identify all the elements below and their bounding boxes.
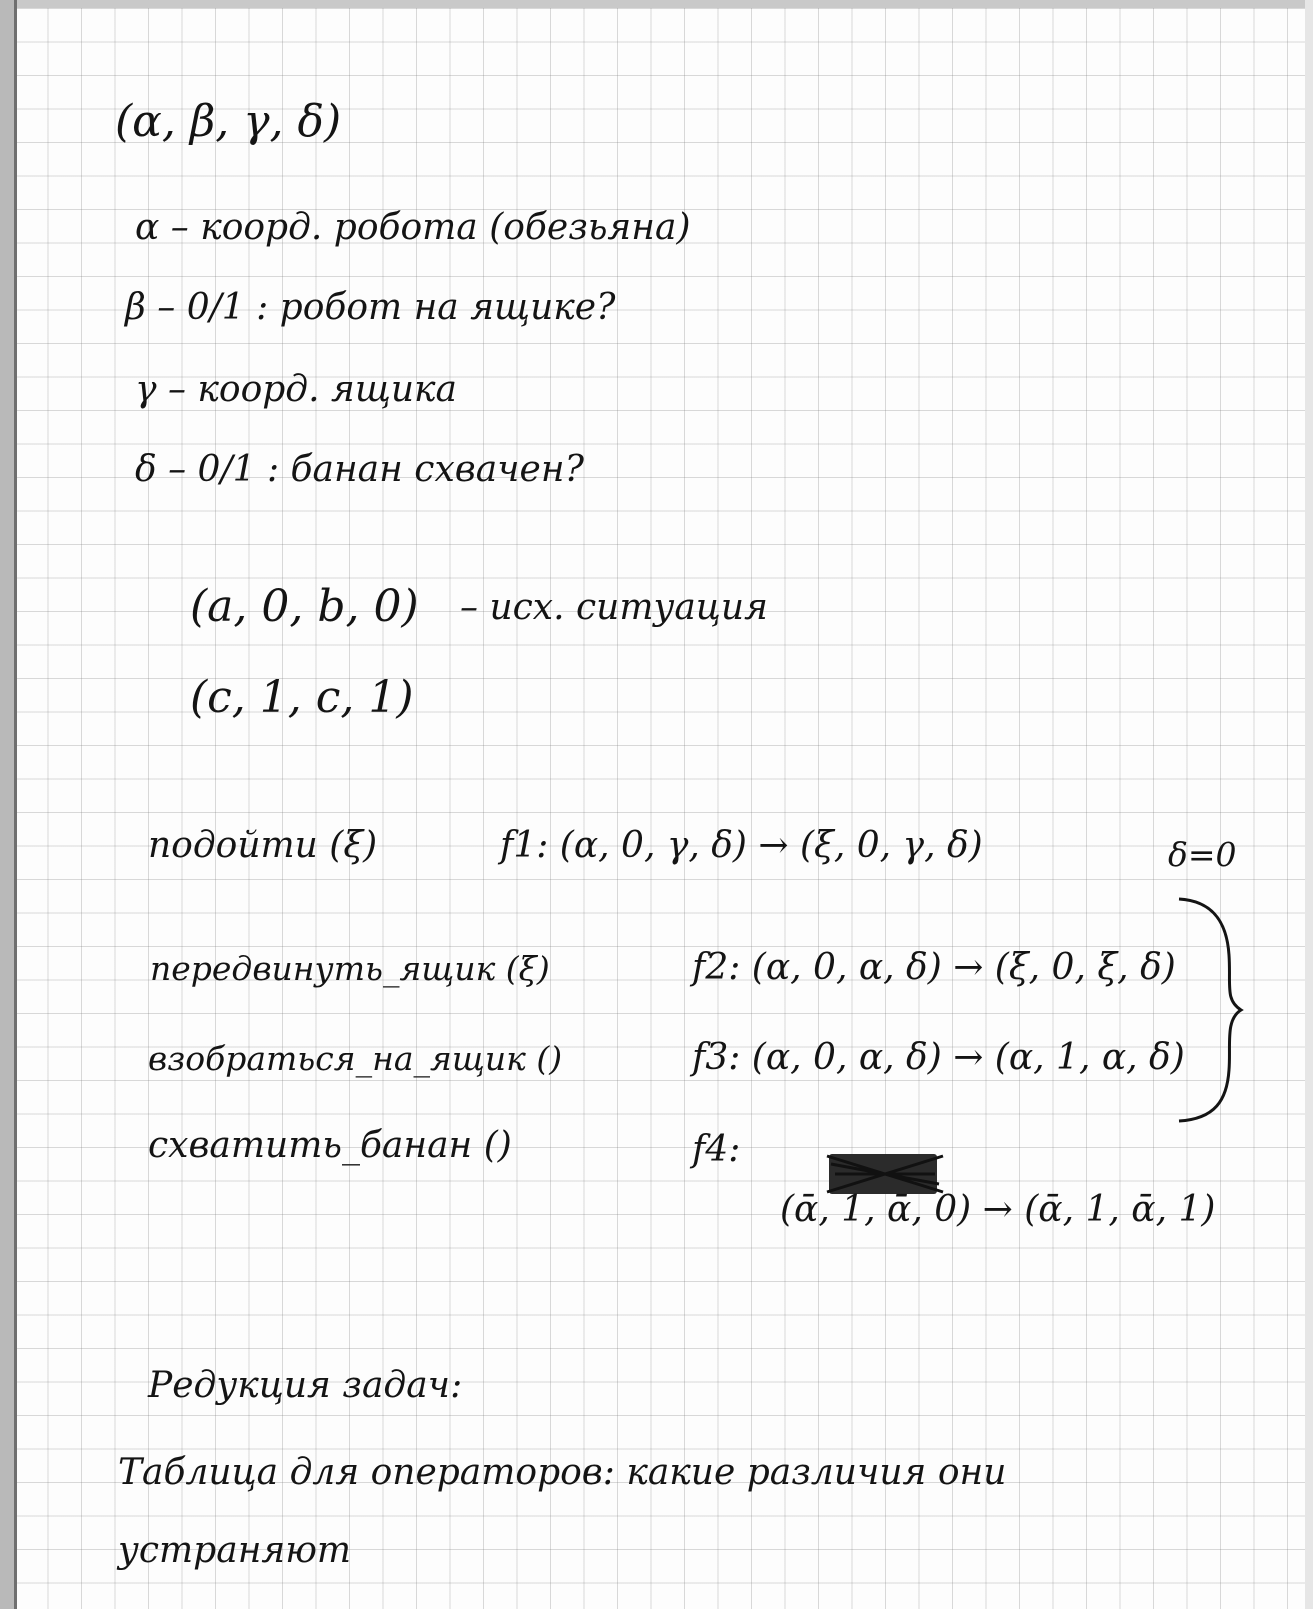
page-top-edge [0,0,1313,8]
definition-gamma: γ – коорд. ящика [135,369,458,410]
operator-rule-2: f2: (α, 0, α, δ) → (ξ, 0, ξ, δ) [692,947,1176,988]
reduction-body-line-1: Таблица для операторов: какие различия они [118,1452,1007,1493]
definition-beta: β – 0/1 : робот на ящике? [125,287,616,328]
initial-situation: (a, 0, b, 0) [190,581,419,632]
initial-situation-note: – исх. ситуация [460,587,768,628]
operator-name-2: передвинуть_ящик (ξ) [150,949,550,988]
definition-alpha: α – коорд. робота (обезьяна) [135,207,691,248]
definition-delta: δ – 0/1 : банан схвачен? [135,449,584,490]
operator-name-1: подойти (ξ) [148,825,378,866]
operator-rule-1: f1: (α, 0, γ, δ) → (ξ, 0, γ, δ) [500,825,983,866]
right-brace [1175,895,1245,1125]
reduction-body-line-2: устраняют [118,1530,352,1571]
operator-rule-4: (ᾱ, 1, ᾱ, 0) → (ᾱ, 1, ᾱ, 1) [780,1189,1216,1230]
state-tuple: (α, β, γ, δ) [115,96,342,147]
page-right-edge [1305,0,1313,1609]
page-binding-shadow [14,0,17,1609]
goal-situation: (c, 1, c, 1) [190,672,414,723]
side-note-delta: δ=0 [1168,835,1237,874]
page-left-edge [0,0,14,1609]
operator-rule-3: f3: (α, 0, α, δ) → (α, 1, α, δ) [692,1037,1185,1078]
operator-name-3: взобраться_на_ящик () [148,1039,563,1078]
reduction-heading: Редукция задач: [148,1365,463,1406]
operator-rule-4-label: f4: [692,1129,741,1170]
operator-name-4: схватить_банан () [148,1125,512,1166]
